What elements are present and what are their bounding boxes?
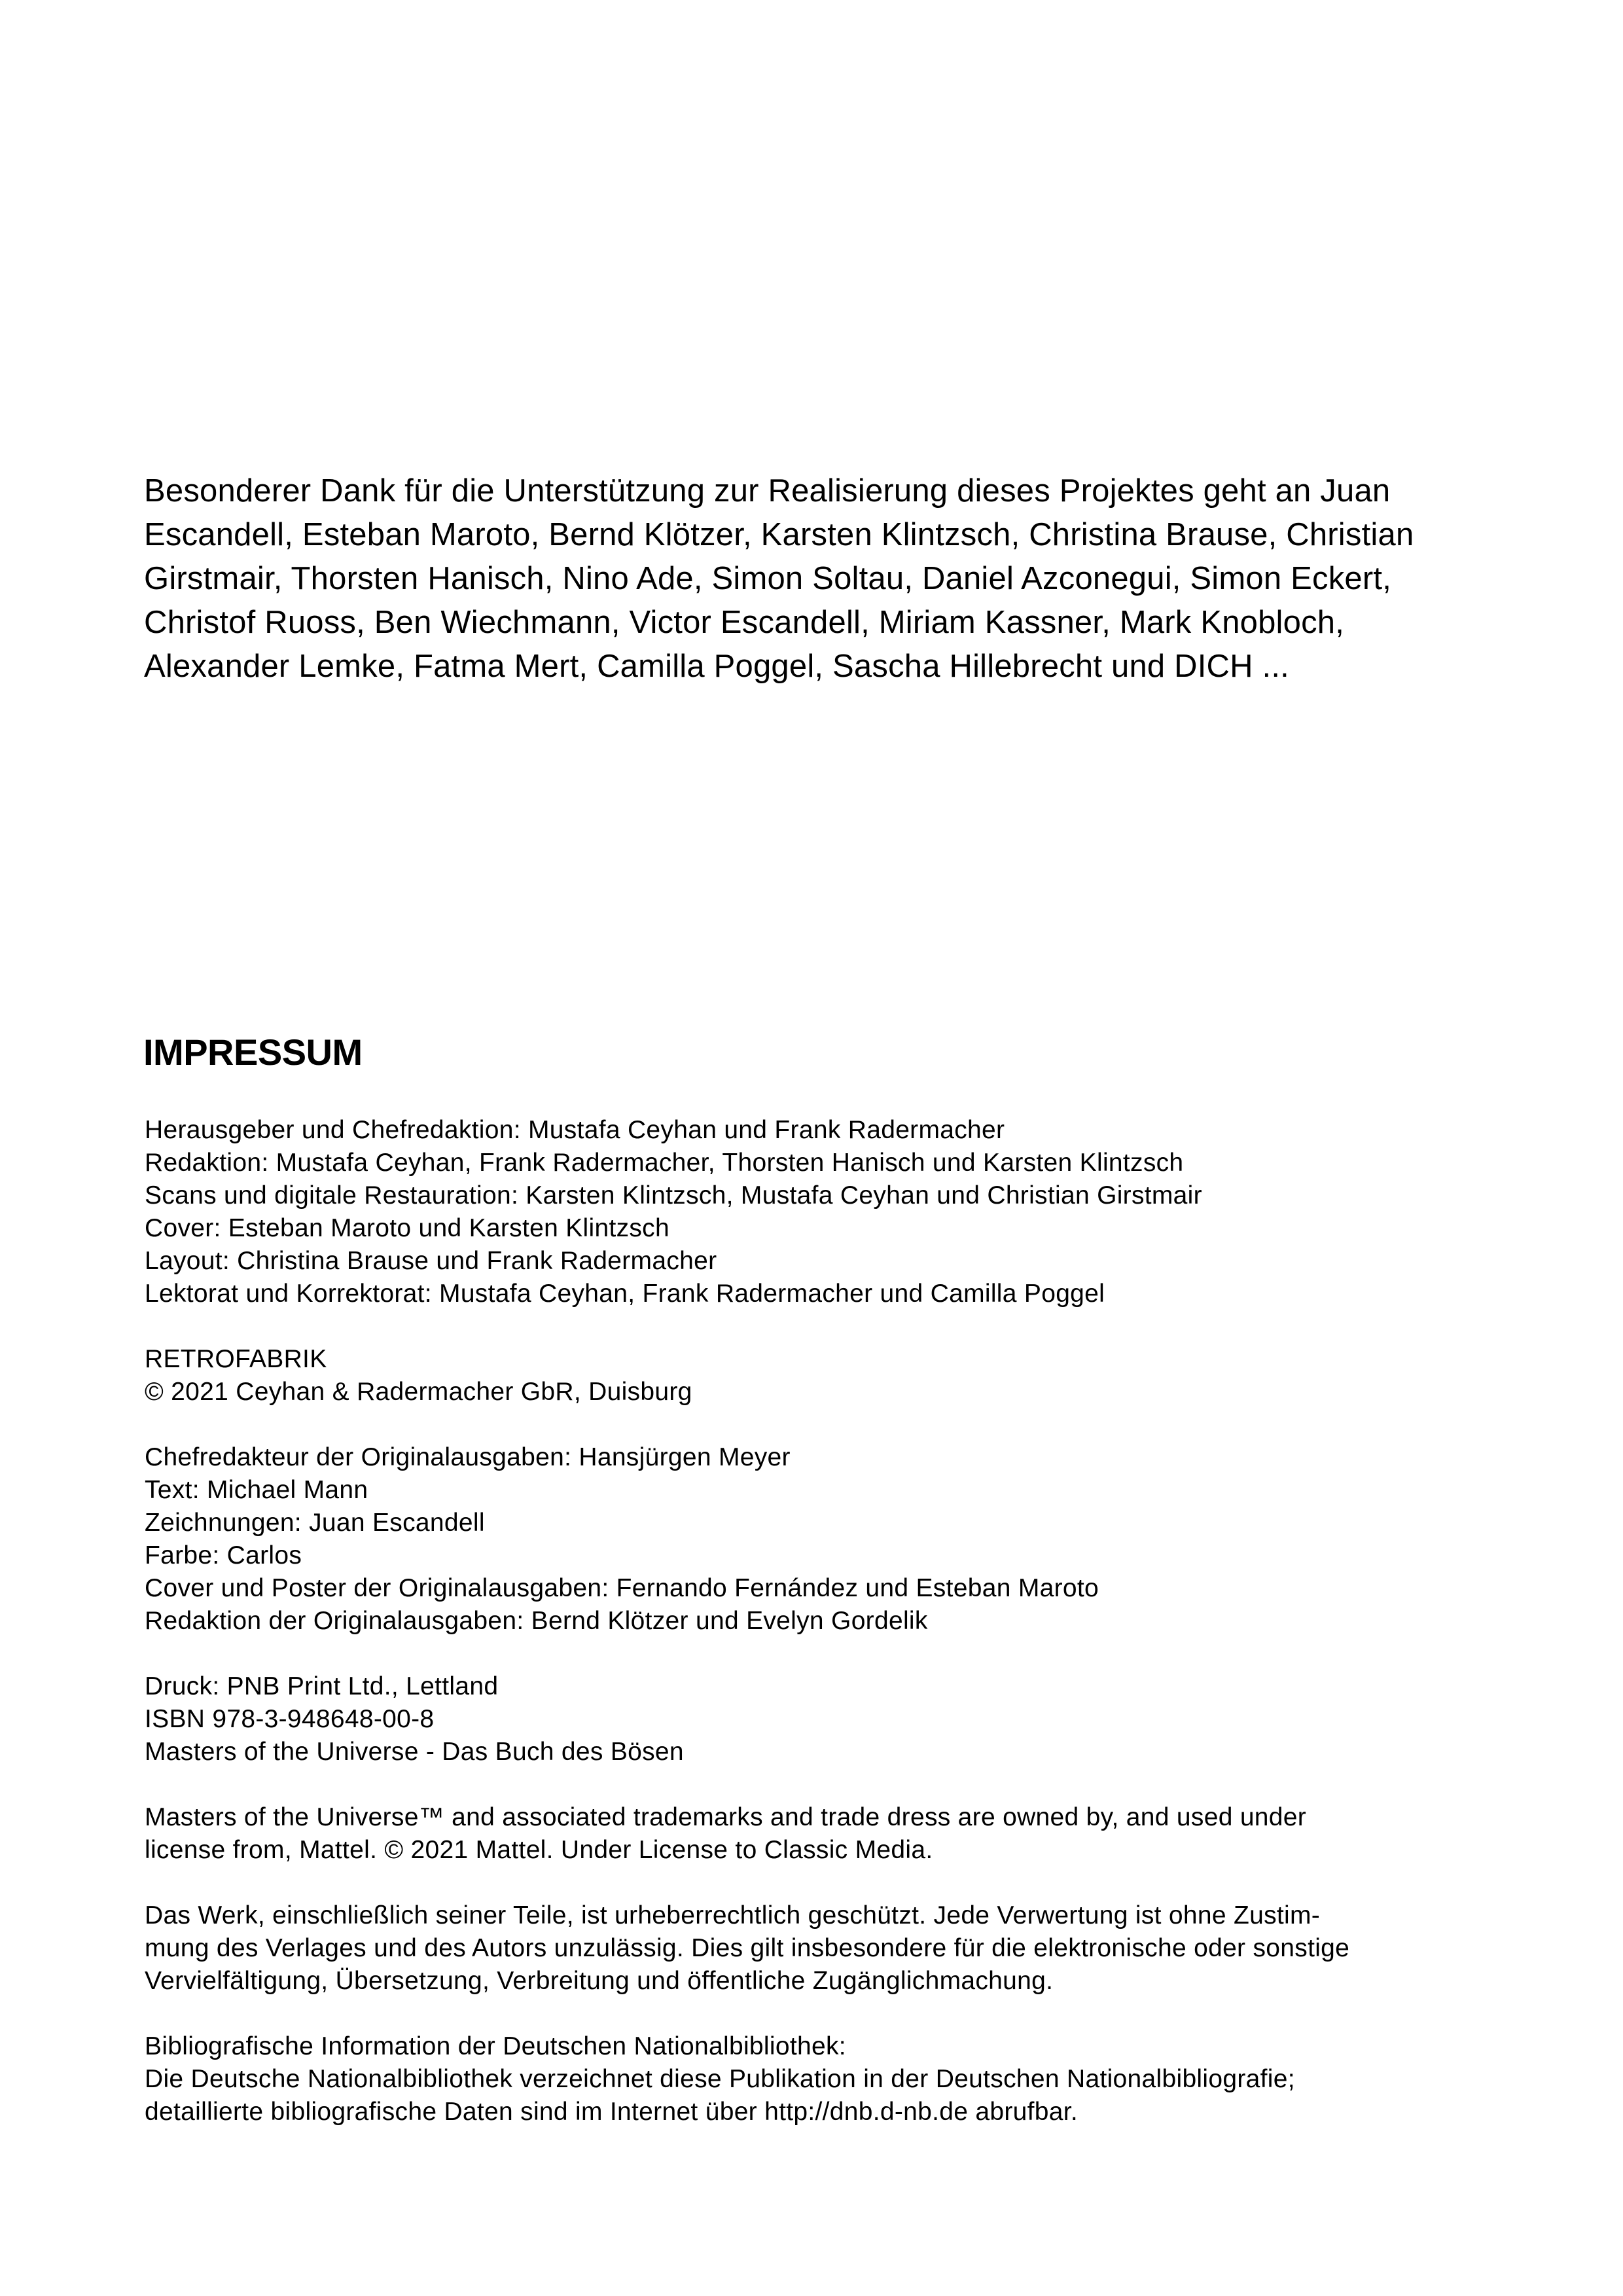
original-credit-line: Zeichnungen: Juan Escandell xyxy=(145,1509,485,1537)
acknowledgements-paragraph xyxy=(144,469,1414,689)
publisher-copyright: © 2021 Ceyhan & Radermacher GbR, Duisburg xyxy=(145,1378,692,1406)
credit-line: Scans und digitale Restauration: Karsten Klintzsch, Mustafa Ceyhan und Christian Girstmair xyxy=(145,1181,1202,1210)
copyright-notice-block xyxy=(145,1899,1349,1998)
original-credits-block xyxy=(145,1441,1349,1638)
bibliographic-line: Bibliografische Information der Deutschen Nationalbibliothek: xyxy=(145,2032,846,2060)
book-title-line: Masters of the Universe - Das Buch des Bösen xyxy=(145,1738,684,1766)
bibliographic-line: Die Deutsche Nationalbibliothek verzeichnet diese Publikation in der Deutschen Nationalbibliografie; xyxy=(145,2065,1295,2093)
credit-line: Lektorat und Korrektorat: Mustafa Ceyhan, Frank Radermacher und Camilla Poggel xyxy=(145,1280,1105,1308)
original-credit-line: Text: Michael Mann xyxy=(145,1476,368,1504)
credit-line: Layout: Christina Brause und Frank Radermacher xyxy=(145,1247,717,1275)
copyright-notice-line: mung des Verlages und des Autors unzulässig. Dies gilt insbesondere für die elektronische oder sonstige xyxy=(145,1934,1350,1962)
trademark-block xyxy=(145,1801,1349,1867)
printer-line: Druck: PNB Print Ltd., Lettland xyxy=(145,1672,499,1700)
print-info-block xyxy=(145,1670,1349,1768)
original-credit-line: Redaktion der Originalausgaben: Bernd Klötzer und Evelyn Gordelik xyxy=(145,1607,928,1635)
credit-line: Redaktion: Mustafa Ceyhan, Frank Radermacher, Thorsten Hanisch und Karsten Klintzsch xyxy=(145,1149,1184,1177)
publisher-name: RETROFABRIK xyxy=(145,1345,327,1373)
acknowledgements-line: Christof Ruoss, Ben Wiechmann, Victor Escandell, Miriam Kassner, Mark Knobloch, xyxy=(144,605,1345,640)
trademark-line: Masters of the Universe™ and associated trademarks and trade dress are owned by, and used under xyxy=(145,1803,1307,1831)
credit-line: Herausgeber und Chefredaktion: Mustafa Ceyhan und Frank Radermacher xyxy=(145,1116,1005,1144)
original-credit-line: Chefredakteur der Originalausgaben: Hansjürgen Meyer xyxy=(145,1443,791,1471)
publisher-block xyxy=(145,1343,1349,1408)
bibliographic-block xyxy=(145,2030,1349,2128)
trademark-line: license from, Mattel. © 2021 Mattel. Under License to Classic Media. xyxy=(145,1836,933,1864)
impressum-body xyxy=(145,1114,1349,2128)
credits-block xyxy=(145,1114,1349,1310)
copyright-notice-line: Vervielfältigung, Übersetzung, Verbreitung und öffentliche Zugänglichmachung. xyxy=(145,1967,1054,1995)
acknowledgements-line: Besonderer Dank für die Unterstützung zur Realisierung dieses Projektes geht an Juan xyxy=(144,473,1391,509)
acknowledgements-line: Escandell, Esteban Maroto, Bernd Klötzer, Karsten Klintzsch, Christina Brause, Christian xyxy=(144,517,1414,552)
acknowledgements-line: Alexander Lemke, Fatma Mert, Camilla Poggel, Sascha Hillebrecht und DICH ... xyxy=(144,649,1289,684)
original-credit-line: Farbe: Carlos xyxy=(145,1541,302,1570)
credit-line: Cover: Esteban Maroto und Karsten Klintzsch xyxy=(145,1214,669,1242)
original-credit-line: Cover und Poster der Originalausgaben: Fernando Fernández und Esteban Maroto xyxy=(145,1574,1099,1602)
isbn-line: ISBN 978-3-948648-00-8 xyxy=(145,1705,435,1733)
copyright-notice-line: Das Werk, einschließlich seiner Teile, ist urheberrechtlich geschützt. Jede Verwertung ist ohne Zustim- xyxy=(145,1901,1321,1929)
impressum-heading: IMPRESSUM xyxy=(143,1031,363,1073)
bibliographic-line: detaillierte bibliografische Daten sind im Internet über http://dnb.d-nb.de abrufbar. xyxy=(145,2098,1079,2126)
acknowledgements-line: Girstmair, Thorsten Hanisch, Nino Ade, Simon Soltau, Daniel Azconegui, Simon Eckert, xyxy=(144,561,1392,596)
